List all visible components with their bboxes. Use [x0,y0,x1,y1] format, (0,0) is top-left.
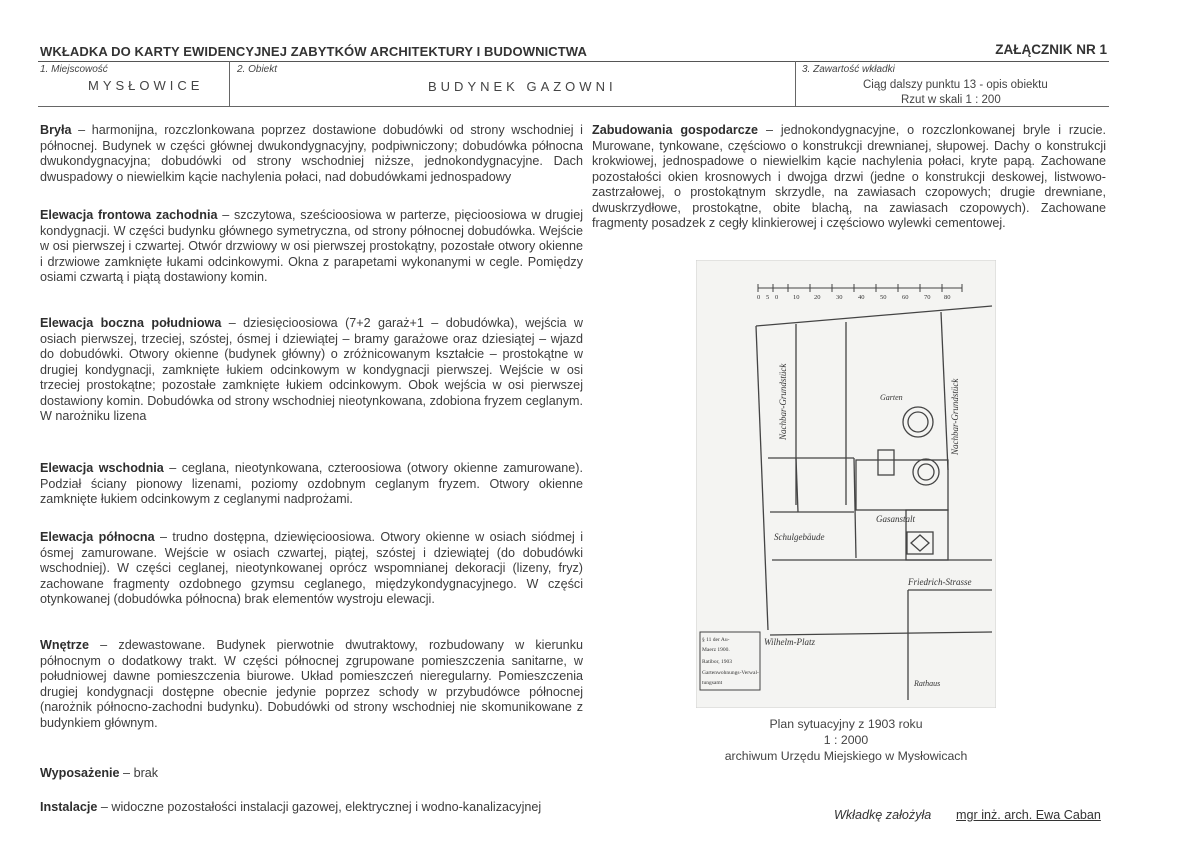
section-bryla [40,123,583,185]
scale-tick: 5 [766,294,770,301]
stamp-line: tungsamt [702,680,723,686]
plan-label-left-parcel: Nachbar-Grundstück [778,363,788,440]
caption-source: archiwum Urzędu Miejskiego w Mysłowicach [724,749,968,763]
section-heading: Elewacja wschodnia [40,461,164,475]
section-text: – widoczne pozostałości instalacji gazowej, elektrycznej i wodno-kanalizacyjnej [97,800,542,814]
contents-label: 3. Zawartość wkładki [802,64,895,75]
plan-label-right-parcel: Nachbar-Grundstück [950,378,960,455]
section-east-elevation [40,461,583,508]
section-north-elevation [40,530,583,608]
header-top-rule [38,61,1109,62]
scale-tick: 0 [757,294,761,301]
stamp-line: Gartenwohnungs-Verwal- [702,670,759,676]
section-equipment [40,766,583,782]
scale-tick: 10 [793,294,800,301]
field-divider [229,61,230,107]
stamp-line: Maerz 1900. [702,647,730,653]
section-text: – zdewastowane. Budynek pierwotnie dwutraktowy, rozbudowany w kierunku północnym o dodatkowy trakt. W części północnej zgrupowane pomieszczenia sanitarne, w południowej dawne pomieszczenia biurowe. Układ pomieszczeń nieregularny. Pomieszczenia drugiej kondygnacji dostępne obecnie jedynie poprzez schody w przybudówce północnej (narożnik północno-zachodni budynku). Dobudówki od strony wschodniej nie skomunikowane z budynkiem głównym. [40,638,583,730]
plan-label-school: Schulgebäude [774,532,825,542]
contents-line-2: Rzut w skali 1 : 200 [901,94,1001,106]
section-west-elevation [40,208,583,286]
section-interior [40,638,583,731]
caption-scale: 1 : 2000 [823,733,869,747]
scale-tick: 20 [814,294,821,301]
section-text: – brak [119,766,159,780]
scale-tick: 60 [902,294,909,301]
section-installations [40,800,583,816]
contents-line-1: Ciąg dalszy punktu 13 - opis obiektu [863,79,1048,91]
field-divider [795,61,796,107]
plan-label-street: Friedrich-Strasse [908,577,972,587]
plan-caption [696,716,996,764]
plan-label-square: Wilhelm-Platz [764,637,815,647]
scale-tick: 50 [880,294,887,301]
section-text: – dziesięcioosiowa (7+2 garaż+1 – dobudówka), wejścia w osiach pierwszej, trzeciej, szóstej, ósmej i dziewiątej – bramy garażowe oraz dziesiątej – wjazd do dobudówki. Otwory okienne (budynek główny) o zróżnicowanym kształcie – prostokątne w drugiej kondygnacji, zamknięte łukiem odcinkowym w kondygnacji pierwszej. Wejście w osi trzeciej prostokątne; pozostałe zamknięte łukiem odcinkowym. Obok wejścia w osi pierwszej dostawiony komin. Dobudówka od strony wschodniej nieotynkowana, zdobiona fryzem ceglanym. W narożniku lizena [40,316,584,423]
section-text: – trudno dostępna, dziewięcioosiowa. Otwory okienne w osiach siódmej i ósmej zamurowane. Wejście w osiach czwartej, piątej, szóstej i dziewiątej (do dobudówki wschodniej). W części ceglanej, nieotynkowanej oprócz wspomnianej dekoracji (lizeny, fryz) zachowane fragmenty ozdobnego gzymsu ceglanego, międzykondygnacyjnego. W części otynkowanej (dobudówka północna) brak elementów wystroju elewacji. [40,530,583,606]
header-bottom-rule [38,106,1109,107]
section-outbuildings [592,123,1106,232]
annex-number: ZAŁĄCZNIK NR 1 [995,42,1107,57]
section-heading: Elewacja frontowa zachodnia [40,208,218,222]
section-text: – szczytowa, sześcioosiowa w parterze, pięcioosiowa w drugiej kondygnacji. W części budynku głównego symetryczna, od strony północnej dobudówka. Wejście w osi pierwszej i czwartej. Otwór drzwiowy w osi pierwszej prostokątny, pozostałe otwory okienne i drzwiowe zamknięte łukami odcinkowymi. Okna z parapetami wykonanymi w cegle. Pomiędzy osiami czwartą i piątą dostawiony komin. [40,208,583,284]
section-heading: Instalacje [40,800,98,814]
section-heading: Bryła [40,123,72,137]
scale-tick: 80 [944,294,951,301]
signature-name: mgr inż. arch. Ewa Caban [956,808,1101,822]
object-value: BUDYNEK GAZOWNI [428,79,617,94]
locality-label: 1. Miejscowość [40,64,108,75]
section-south-elevation [40,316,583,425]
object-label: 2. Obiekt [237,64,278,75]
section-heading: Wnętrze [40,638,89,652]
scale-tick: 0 [775,294,779,301]
scale-tick: 40 [858,294,865,301]
document-title: WKŁADKA DO KARTY EWIDENCYJNEJ ZABYTKÓW ARCHITEKTURY I BUDOWNICTWA [40,44,587,59]
stamp-line: Ratibor, 1903 [702,659,733,665]
plan-label-gasworks: Gasanstalt [876,514,916,524]
stamp-line: § 11 der Au- [702,637,730,643]
section-heading: Wyposażenie [40,766,120,780]
signature-label: Wkładkę założyła [834,808,932,822]
plan-label-garden: Garten [880,393,903,402]
section-text: – harmonijna, rozczlonkowana poprzez dostawione dobudówki od strony wschodniej i północnej. Budynek w części głównej dwukondygnacyjny, podpiwniczony; dobudówka północna dwukondygnacyjna; dobudówki od strony wschodniej niższe, jednokondygnacyjne. Dach dwuspadowy o niewielkim kącie nachylenia połaci, nad dobudówkami jednospadowy [40,123,583,184]
section-text: – ceglana, nieotynkowana, czteroosiowa (otwory okienne zamurowane). Podział ściany pionowy lizenami, poziomy ozdobnym ceglanym fryzem. Otwory okienne zamknięte łukiem odcinkowym z ceglanymi nadprożami. [40,461,583,506]
scale-tick: 70 [924,294,931,301]
scale-tick: 30 [836,294,843,301]
section-heading: Elewacja północna [40,530,155,544]
section-heading: Zabudowania gospodarcze [592,123,759,137]
plan-label-town-hall: Rathaus [914,679,941,688]
section-heading: Elewacja boczna południowa [40,316,222,330]
locality-value: MYSŁOWICE [88,78,204,93]
site-plan-1903 [696,260,996,708]
section-text: – jednokondygnacyjne, o rozczlonkowanej bryle i rzucie. Murowane, tynkowane, częściowo o konstrukcji drewnianej, słupowej. Dachy o konstrukcji krokwiowej, jednospadowe o niewielkim kącie nachylenia połaci, kryte papą. Zachowane pozostałości okien krosnowych i dwojga drzwi (jedne o konstrukcji deskowej, listwowo-zastrzałowej, o prostokątnym skrzydle, na zawiasach czopowych; drugie drewniane, dwuskrzydłowe, prostokątne, obite blachą, na zawiasach czopowych). Zachowane fragmenty posadzek z cegły klinkierowej i częściowo wylewki cementowej. [592,123,1106,230]
caption-title: Plan sytuacyjny z 1903 roku [769,717,923,731]
